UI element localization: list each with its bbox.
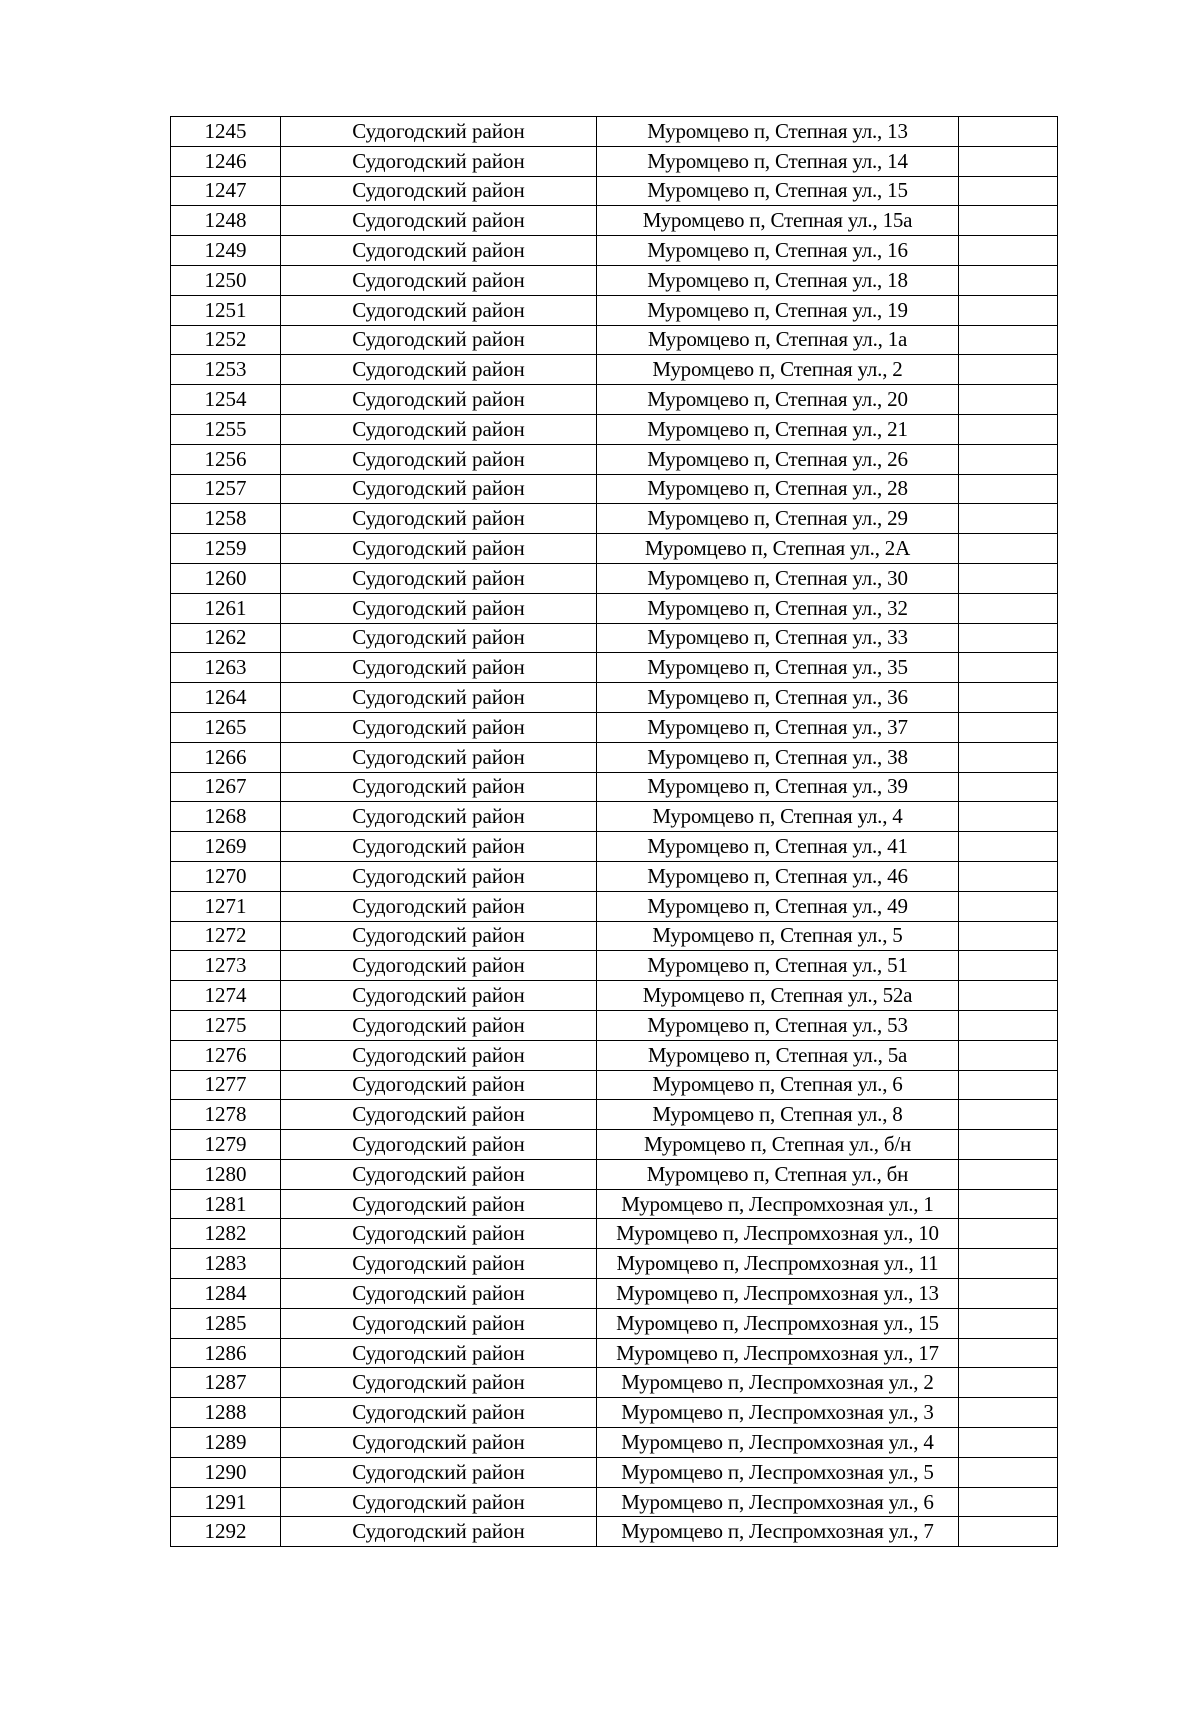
row-number-cell: 1290 [171,1457,281,1487]
district-cell: Судогодский район [281,951,597,981]
district-cell: Судогодский район [281,1428,597,1458]
row-number-cell: 1248 [171,206,281,236]
table-row [171,563,1058,593]
table-row [171,385,1058,415]
note-cell [959,1010,1058,1040]
row-number-cell: 1259 [171,534,281,564]
row-number-cell: 1275 [171,1010,281,1040]
address-cell: Муромцево п, Степная ул., 36 [597,683,959,713]
note-cell [959,414,1058,444]
table-row [171,951,1058,981]
district-cell: Судогодский район [281,1189,597,1219]
row-number-cell: 1255 [171,414,281,444]
row-number-cell: 1269 [171,832,281,862]
note-cell [959,1487,1058,1517]
district-cell: Судогодский район [281,1338,597,1368]
address-cell: Муромцево п, Степная ул., 41 [597,832,959,862]
district-cell: Судогодский район [281,414,597,444]
note-cell [959,534,1058,564]
table-row [171,534,1058,564]
row-number-cell: 1280 [171,1159,281,1189]
address-cell: Муромцево п, Степная ул., 52а [597,981,959,1011]
table-row [171,593,1058,623]
address-cell: Муромцево п, Леспромхозная ул., 6 [597,1487,959,1517]
district-cell: Судогодский район [281,1457,597,1487]
district-cell: Судогодский район [281,355,597,385]
district-cell: Судогодский район [281,653,597,683]
note-cell [959,146,1058,176]
row-number-cell: 1246 [171,146,281,176]
district-cell: Судогодский район [281,861,597,891]
table-row [171,981,1058,1011]
table-row [171,474,1058,504]
note-cell [959,474,1058,504]
row-number-cell: 1253 [171,355,281,385]
table-row [171,1279,1058,1309]
row-number-cell: 1256 [171,444,281,474]
note-cell [959,355,1058,385]
note-cell [959,1040,1058,1070]
district-cell: Судогодский район [281,1219,597,1249]
district-cell: Судогодский район [281,146,597,176]
district-cell: Судогодский район [281,176,597,206]
address-cell: Муромцево п, Степная ул., 51 [597,951,959,981]
table-row [171,295,1058,325]
table-row [171,712,1058,742]
row-number-cell: 1262 [171,623,281,653]
table-row [171,206,1058,236]
district-cell: Судогодский район [281,1487,597,1517]
table-row [171,1338,1058,1368]
district-cell: Судогодский район [281,534,597,564]
note-cell [959,1338,1058,1368]
table-row [171,504,1058,534]
note-cell [959,206,1058,236]
address-cell: Муромцево п, Леспромхозная ул., 2 [597,1368,959,1398]
row-number-cell: 1247 [171,176,281,206]
district-cell: Судогодский район [281,981,597,1011]
table-row [171,176,1058,206]
address-cell: Муромцево п, Степная ул., 46 [597,861,959,891]
table-row [171,1517,1058,1547]
district-cell: Судогодский район [281,563,597,593]
table-row [171,325,1058,355]
address-cell: Муромцево п, Степная ул., 49 [597,891,959,921]
note-cell [959,1517,1058,1547]
district-cell: Судогодский район [281,206,597,236]
row-number-cell: 1258 [171,504,281,534]
table-row [171,832,1058,862]
address-cell: Муромцево п, Степная ул., 14 [597,146,959,176]
district-cell: Судогодский район [281,712,597,742]
note-cell [959,1279,1058,1309]
note-cell [959,236,1058,266]
table-row [171,772,1058,802]
district-cell: Судогодский район [281,683,597,713]
table-row [171,861,1058,891]
district-cell: Судогодский район [281,921,597,951]
address-cell: Муромцево п, Степная ул., 2А [597,534,959,564]
row-number-cell: 1289 [171,1428,281,1458]
row-number-cell: 1273 [171,951,281,981]
note-cell [959,1308,1058,1338]
address-cell: Муромцево п, Степная ул., 39 [597,772,959,802]
row-number-cell: 1283 [171,1249,281,1279]
row-number-cell: 1249 [171,236,281,266]
table-row [171,1010,1058,1040]
table-row [171,1249,1058,1279]
note-cell [959,385,1058,415]
note-cell [959,1457,1058,1487]
address-cell: Муромцево п, Степная ул., 28 [597,474,959,504]
address-cell: Муромцево п, Степная ул., 15 [597,176,959,206]
district-cell: Судогодский район [281,1070,597,1100]
row-number-cell: 1252 [171,325,281,355]
district-cell: Судогодский район [281,1308,597,1338]
district-cell: Судогодский район [281,117,597,147]
row-number-cell: 1291 [171,1487,281,1517]
address-cell: Муромцево п, Степная ул., 5 [597,921,959,951]
note-cell [959,1219,1058,1249]
row-number-cell: 1274 [171,981,281,1011]
note-cell [959,772,1058,802]
row-number-cell: 1286 [171,1338,281,1368]
district-cell: Судогодский район [281,444,597,474]
address-cell: Муромцево п, Степная ул., 16 [597,236,959,266]
address-table [170,116,1058,1547]
address-cell: Муромцево п, Степная ул., 29 [597,504,959,534]
table-row [171,921,1058,951]
district-cell: Судогодский район [281,623,597,653]
address-cell: Муромцево п, Степная ул., 2 [597,355,959,385]
note-cell [959,504,1058,534]
row-number-cell: 1268 [171,802,281,832]
note-cell [959,444,1058,474]
district-cell: Судогодский район [281,385,597,415]
address-cell: Муромцево п, Степная ул., 21 [597,414,959,444]
note-cell [959,921,1058,951]
table-row [171,1368,1058,1398]
address-cell: Муромцево п, Степная ул., 13 [597,117,959,147]
table-row [171,742,1058,772]
row-number-cell: 1270 [171,861,281,891]
address-cell: Муромцево п, Степная ул., 19 [597,295,959,325]
address-cell: Муромцево п, Степная ул., бн [597,1159,959,1189]
note-cell [959,683,1058,713]
note-cell [959,265,1058,295]
address-cell: Муромцево п, Степная ул., 53 [597,1010,959,1040]
row-number-cell: 1278 [171,1100,281,1130]
note-cell [959,742,1058,772]
note-cell [959,802,1058,832]
note-cell [959,712,1058,742]
district-cell: Судогодский район [281,236,597,266]
note-cell [959,176,1058,206]
row-number-cell: 1260 [171,563,281,593]
address-cell: Муромцево п, Степная ул., 37 [597,712,959,742]
note-cell [959,1100,1058,1130]
address-cell: Муромцево п, Леспромхозная ул., 13 [597,1279,959,1309]
address-cell: Муромцево п, Степная ул., 32 [597,593,959,623]
address-cell: Муромцево п, Леспромхозная ул., 7 [597,1517,959,1547]
table-row [171,1487,1058,1517]
table-row [171,1040,1058,1070]
note-cell [959,1249,1058,1279]
address-cell: Муромцево п, Степная ул., 38 [597,742,959,772]
note-cell [959,861,1058,891]
district-cell: Судогодский район [281,742,597,772]
table-row [171,1100,1058,1130]
table-row [171,1070,1058,1100]
row-number-cell: 1277 [171,1070,281,1100]
address-cell: Муромцево п, Леспромхозная ул., 1 [597,1189,959,1219]
table-body [171,117,1058,1547]
district-cell: Судогодский район [281,1517,597,1547]
table-row [171,1398,1058,1428]
address-cell: Муромцево п, Степная ул., 35 [597,653,959,683]
table-row [171,1159,1058,1189]
row-number-cell: 1284 [171,1279,281,1309]
district-cell: Судогодский район [281,1279,597,1309]
address-cell: Муромцево п, Леспромхозная ул., 10 [597,1219,959,1249]
district-cell: Судогодский район [281,1398,597,1428]
address-cell: Муромцево п, Леспромхозная ул., 15 [597,1308,959,1338]
row-number-cell: 1272 [171,921,281,951]
table-row [171,1130,1058,1160]
row-number-cell: 1263 [171,653,281,683]
note-cell [959,1070,1058,1100]
row-number-cell: 1279 [171,1130,281,1160]
district-cell: Судогодский район [281,1100,597,1130]
address-cell: Муромцево п, Степная ул., 26 [597,444,959,474]
note-cell [959,653,1058,683]
note-cell [959,1159,1058,1189]
address-cell: Муромцево п, Леспромхозная ул., 11 [597,1249,959,1279]
district-cell: Судогодский район [281,325,597,355]
address-cell: Муромцево п, Степная ул., 30 [597,563,959,593]
address-cell: Муромцево п, Леспромхозная ул., 4 [597,1428,959,1458]
district-cell: Судогодский район [281,1249,597,1279]
address-cell: Муромцево п, Степная ул., 8 [597,1100,959,1130]
table-row [171,355,1058,385]
address-cell: Муромцево п, Степная ул., 15а [597,206,959,236]
row-number-cell: 1292 [171,1517,281,1547]
row-number-cell: 1282 [171,1219,281,1249]
row-number-cell: 1254 [171,385,281,415]
row-number-cell: 1251 [171,295,281,325]
table-row [171,1219,1058,1249]
address-cell: Муромцево п, Степная ул., 5а [597,1040,959,1070]
note-cell [959,1189,1058,1219]
note-cell [959,1398,1058,1428]
district-cell: Судогодский район [281,504,597,534]
table-row [171,117,1058,147]
table-row [171,891,1058,921]
note-cell [959,1368,1058,1398]
row-number-cell: 1281 [171,1189,281,1219]
row-number-cell: 1267 [171,772,281,802]
table-row [171,236,1058,266]
row-number-cell: 1264 [171,683,281,713]
address-cell: Муромцево п, Степная ул., 18 [597,265,959,295]
note-cell [959,951,1058,981]
address-cell: Муромцево п, Степная ул., 20 [597,385,959,415]
table-row [171,1189,1058,1219]
table-row [171,265,1058,295]
note-cell [959,117,1058,147]
row-number-cell: 1266 [171,742,281,772]
row-number-cell: 1250 [171,265,281,295]
address-cell: Муромцево п, Леспромхозная ул., 17 [597,1338,959,1368]
table-row [171,653,1058,683]
district-cell: Судогодский район [281,593,597,623]
district-cell: Судогодский район [281,832,597,862]
note-cell [959,981,1058,1011]
note-cell [959,563,1058,593]
note-cell [959,325,1058,355]
district-cell: Судогодский район [281,1130,597,1160]
district-cell: Судогодский район [281,295,597,325]
address-cell: Муромцево п, Степная ул., 4 [597,802,959,832]
row-number-cell: 1288 [171,1398,281,1428]
district-cell: Судогодский район [281,772,597,802]
address-cell: Муромцево п, Леспромхозная ул., 5 [597,1457,959,1487]
district-cell: Судогодский район [281,1040,597,1070]
row-number-cell: 1276 [171,1040,281,1070]
note-cell [959,295,1058,325]
district-cell: Судогодский район [281,802,597,832]
row-number-cell: 1257 [171,474,281,504]
table-row [171,1428,1058,1458]
address-cell: Муромцево п, Степная ул., 1а [597,325,959,355]
address-cell: Муромцево п, Степная ул., б/н [597,1130,959,1160]
row-number-cell: 1271 [171,891,281,921]
table-row [171,1457,1058,1487]
district-cell: Судогодский район [281,1010,597,1040]
table-row [171,1308,1058,1338]
note-cell [959,1428,1058,1458]
table-row [171,802,1058,832]
table-row [171,444,1058,474]
address-cell: Муромцево п, Леспромхозная ул., 3 [597,1398,959,1428]
row-number-cell: 1265 [171,712,281,742]
district-cell: Судогодский район [281,474,597,504]
address-cell: Муромцево п, Степная ул., 6 [597,1070,959,1100]
district-cell: Судогодский район [281,1159,597,1189]
table-row [171,146,1058,176]
row-number-cell: 1261 [171,593,281,623]
table-row [171,414,1058,444]
district-cell: Судогодский район [281,265,597,295]
district-cell: Судогодский район [281,1368,597,1398]
note-cell [959,1130,1058,1160]
note-cell [959,593,1058,623]
note-cell [959,891,1058,921]
note-cell [959,623,1058,653]
row-number-cell: 1285 [171,1308,281,1338]
address-cell: Муромцево п, Степная ул., 33 [597,623,959,653]
district-cell: Судогодский район [281,891,597,921]
row-number-cell: 1287 [171,1368,281,1398]
note-cell [959,832,1058,862]
row-number-cell: 1245 [171,117,281,147]
table-row [171,683,1058,713]
table-row [171,623,1058,653]
